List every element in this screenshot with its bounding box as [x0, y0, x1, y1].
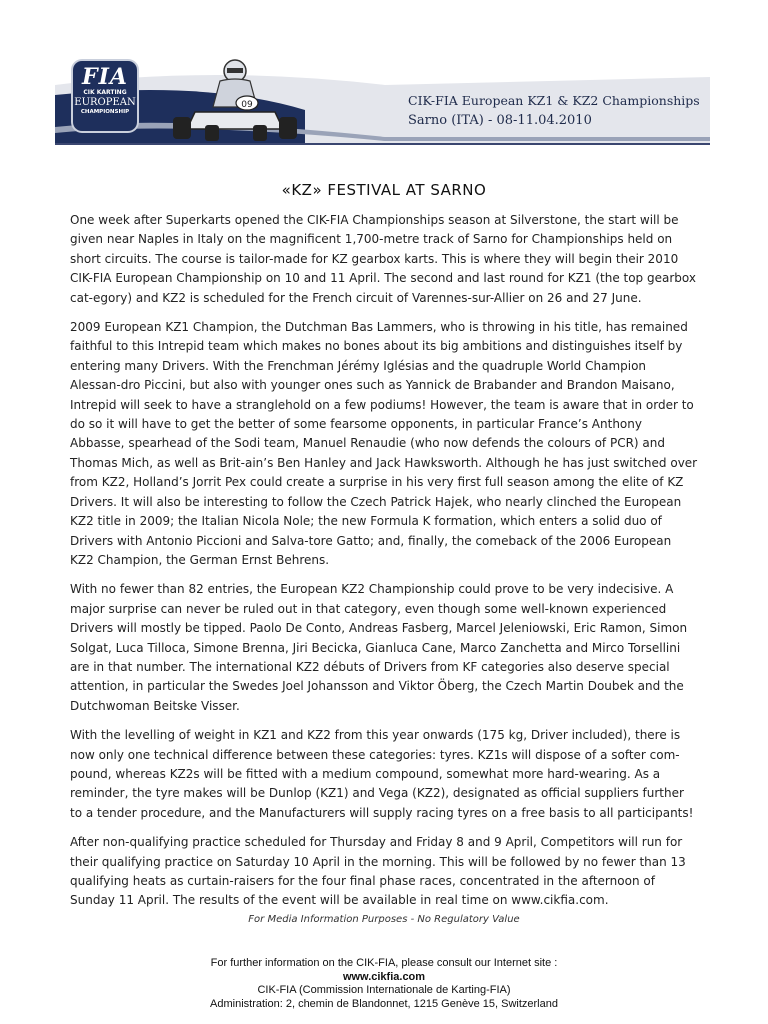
- event-title: CIK-FIA European KZ1 & KZ2 Championships: [408, 93, 700, 108]
- page-footer: [0, 957, 768, 1011]
- logo-fia-text: FIA: [82, 64, 128, 90]
- footer-info-line: For further information on the CIK-FIA, please consult our Internet site :: [210, 957, 558, 969]
- event-date: Sarno (ITA) - 08-11.04.2010: [408, 113, 592, 128]
- article-body: [70, 211, 698, 921]
- footer-organization: CIK-FIA (Commission Internationale de Karting-FIA): [257, 984, 511, 996]
- kart-driver-illustration: [165, 57, 305, 143]
- logo-line-1: CIK KARTING: [83, 89, 127, 96]
- kart-number: 09: [241, 100, 253, 110]
- article-paragraph: With the levelling of weight in KZ1 and KZ2 from this year onwards (175 kg, Driver included), there is now only one technical difference between these categories: tyres. KZ1s will dispose of a softer com-pound, whereas KZ2s will be fitted with a medium compound, somewhat more hard-wearing. As a reminder, the tyre makes will be Dunlop (KZ1) and Vega (KZ2), designated as official suppliers further to a tender procedure, and the Manufacturers will supply racing tyres on a free basis to all participants!: [70, 728, 694, 820]
- article-title: «KZ» FESTIVAL AT SARNO: [281, 181, 487, 199]
- media-disclaimer: For Media Information Purposes - No Regulatory Value: [248, 914, 520, 925]
- article-paragraph: 2009 European KZ1 Champion, the Dutchman Bas Lammers, who is throwing in his title, has remained faithful to this Intrepid team which makes no bones about its big ambitions and distinguishes itself by entering many Drivers. With the Frenchman Jérémy Iglésias and the quadruple World Champion Alessan-dro Piccini, but also with younger ones such as Yannick de Brabander and Brandon Maisano, Intrepid will seek to have a stranglehold on a few podiums! However, the team is aware that in order to do so it will have to get the better of some fearsome opponents, in particular France’s Anthony Abbasse, spearhead of the Sodi team, Manuel Renaudie (who now defends the colours of PCR) and Thomas Mich, as well as Brit-ain’s Ben Hanley and Jack Hawksworth. Although he has just switched over from KZ2, Holland’s Jorrit Pex could create a surprise in his very first full season among the elite of KZ Drivers. It will also be interesting to follow the Czech Patrick Hajek, who nearly clinched the European KZ2 title in 2009; the Italian Nicola Nole; the new Formula K formation, which enters a solid duo of Drivers with Antonio Piccioni and Salva-tore Gatto; and, finally, the comeback of the 2006 European KZ2 Champion, the German Ernst Behrens.: [70, 320, 698, 567]
- event-info-box: [400, 85, 710, 135]
- footer-address: Administration: 2, chemin de Blandonnet, 1215 Genève 15, Switzerland: [210, 997, 558, 1010]
- header-banner: [55, 55, 710, 145]
- logo-line-2: EUROPEAN: [74, 97, 136, 108]
- cik-fia-logo: [73, 61, 137, 131]
- article-paragraph: With no fewer than 82 entries, the European KZ2 Championship could prove to be very indecisive. A major surprise can never be ruled out in that category, even though some well-known experienced Drivers will mostly be tipped. Paolo De Conto, Andreas Fasberg, Marcel Jeleniowski, Eric Ramon, Simon Solgat, Luca Tilloca, Simone Brenna, Jiri Becicka, Gianluca Cane, Marco Zanchetta and Mirco Torsellini are in that number. The international KZ2 débuts of Drivers from KF categories also deserve special attention, in particular the Swedes Joel Johansson and Viktor Öberg, the Czech Martin Doubek and the Dutchwoman Beitske Visser.: [70, 582, 688, 713]
- footer-website-link[interactable]: www.cikfia.com: [342, 970, 426, 983]
- article-paragraph: After non-qualifying practice scheduled for Thursday and Friday 8 and 9 April, Competitors will run for their qualifying practice on Saturday 10 April in the morning. This will be followed by no fewer than 13 qualifying heats as curtain-raisers for the four final phase races, concentrated in the afternoon of Sunday 11 April. The results of the event will be available in real time on www.cikfia.com.: [70, 835, 686, 908]
- logo-line-3: CHAMPIONSHIP: [80, 109, 130, 115]
- article-paragraph: One week after Superkarts opened the CIK-FIA Championships season at Silverstone, the start will be given near Naples in Italy on the magnificent 1,700-metre track of Sarno for Championships held on short circuits. The course is tailor-made for KZ gearbox karts. This is where they will begin their 2010 CIK-FIA European Championship on 10 and 11 April. The second and last round for KZ1 (the top gearbox cat-egory) and KZ2 is scheduled for the French circuit of Varennes-sur-Allier on 26 and 27 June.: [70, 213, 696, 305]
